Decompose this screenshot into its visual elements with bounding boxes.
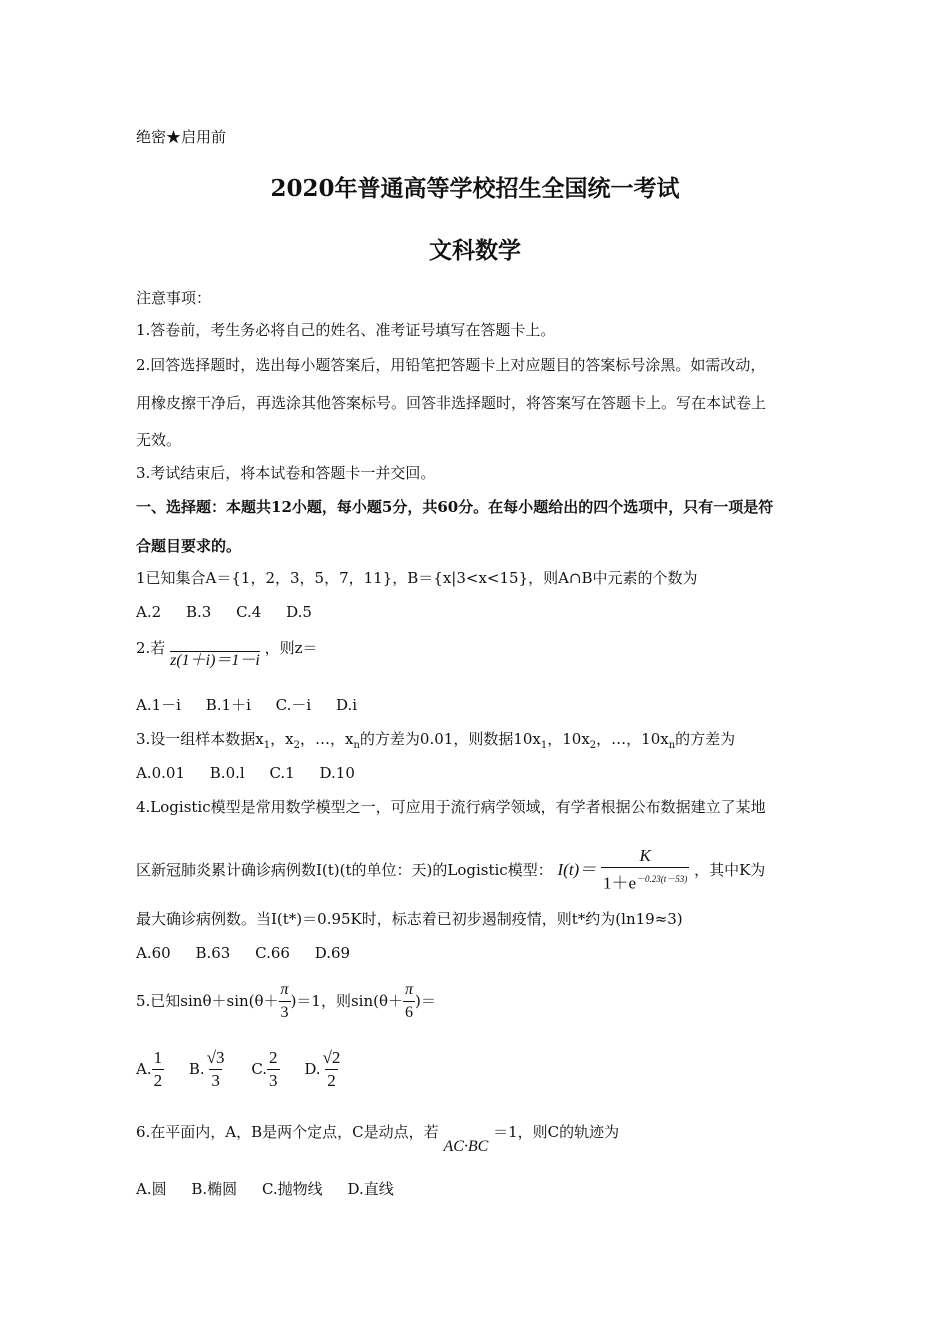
q2-option-d: D.i xyxy=(335,696,358,714)
q6-suffix: ＝1，则C的轨迹为 xyxy=(493,1123,620,1141)
q5-prefix: 5.已知sinθ＋sin(θ＋ xyxy=(136,992,279,1010)
q3-options xyxy=(136,763,375,783)
q6-prefix: 6.在平面内，A，B是两个定点，C是动点，若 xyxy=(136,1123,439,1141)
q3-sub-2: 2 xyxy=(293,740,300,751)
q4-line-2-prefix: 区新冠肺炎累计确诊病例数I(t)(t的单位：天)的Logistic模型： xyxy=(136,860,553,879)
q3-text-e: ，10x xyxy=(547,730,590,748)
q5-frac-2-den: 6 xyxy=(403,1001,415,1024)
section-heading-line-1: 一、选择题：本题共12小题，每小题5分，共60分。在每小题给出的四个选项中，只有一项是符 xyxy=(136,498,774,516)
q3-sub-1b: 1 xyxy=(540,740,548,751)
q5-option-d-num: √2 xyxy=(322,1047,341,1067)
q6-option-d: D.直线 xyxy=(347,1180,394,1198)
q2-option-c: C.－i xyxy=(275,696,312,714)
q3-stem xyxy=(136,729,735,756)
note-2-line-3: 无效。 xyxy=(136,431,182,449)
q5-option-d-den: 2 xyxy=(327,1070,336,1090)
q1-option-d: D.5 xyxy=(286,603,312,621)
note-2-line-1: 2.回答选择题时，选出每小题答案后，用铅笔把答题卡上对应题目的答案标号涂黑。如需改动， xyxy=(136,356,766,374)
q1-option-a: A.2 xyxy=(136,603,162,621)
q4-frac-den-base: 1＋e xyxy=(603,873,637,893)
q5-option-d xyxy=(304,1045,342,1092)
q4-line-2 xyxy=(136,845,765,895)
q4-lhs: I(t)＝ xyxy=(557,859,597,879)
q5-option-c-label: C. xyxy=(251,1060,268,1078)
q4-option-a: A.60 xyxy=(136,944,171,962)
q6-options xyxy=(136,1179,414,1199)
q3-text-b: ，x xyxy=(270,730,294,748)
q5-option-a xyxy=(136,1045,164,1092)
q5-frac-1-num: π xyxy=(280,980,289,998)
q4-frac-num: K xyxy=(639,846,651,865)
q5-frac-2 xyxy=(403,979,415,1024)
q2-prefix: 2.若 xyxy=(136,639,166,657)
q4-option-c: C.66 xyxy=(255,944,290,962)
q3-text-c: ，…，x xyxy=(300,730,354,748)
q4-line-1: 4.Logistic模型是常用数学模型之一，可应用于流行病学领域，有学者根据公布数据建立了某地 xyxy=(136,798,766,816)
q5-suffix: )＝ xyxy=(415,992,436,1010)
q5-options xyxy=(136,1045,362,1092)
q2-stem xyxy=(136,638,318,669)
q5-option-a-label: A. xyxy=(136,1060,152,1078)
q5-option-b-den: 3 xyxy=(211,1070,220,1090)
q6-formula: AC·BC xyxy=(443,1138,489,1155)
q4-fraction xyxy=(601,845,689,895)
q2-options xyxy=(136,695,377,715)
q1-stem: 1已知集合A＝{1，2，3，5，7，11}，B＝{x|3<x<15}，则A∩B中元素的个数为 xyxy=(136,569,698,587)
q5-option-b xyxy=(189,1045,227,1092)
q4-frac-den xyxy=(601,867,689,895)
exam-title: 2020年普通高等学校招生全国统一考试 xyxy=(270,175,680,202)
notes-heading: 注意事项： xyxy=(136,289,212,307)
q5-option-c-num: 2 xyxy=(269,1047,278,1067)
q5-option-a-den: 2 xyxy=(153,1070,163,1090)
q2-suffix: ，则z＝ xyxy=(264,639,318,657)
q3-sub-2b: 2 xyxy=(589,740,597,751)
q5-frac-2-num: π xyxy=(405,980,414,998)
q4-frac-exp: －0.23(t－53) xyxy=(636,874,688,884)
q3-text-d: 的方差为0.01，则数据10x xyxy=(359,730,541,748)
q5-mid: )＝1，则sin(θ＋ xyxy=(290,992,403,1010)
q2-option-b: B.1＋i xyxy=(205,696,251,714)
q5-frac-1 xyxy=(279,979,291,1024)
q3-text-a: 3.设一组样本数据x xyxy=(136,730,264,748)
q5-option-a-num: 1 xyxy=(153,1047,163,1067)
secret-label: 绝密★启用前 xyxy=(136,128,227,146)
q3-option-d: D.10 xyxy=(319,764,355,782)
q6-option-b: B.椭圆 xyxy=(191,1180,238,1198)
q4-option-d: D.69 xyxy=(314,944,351,962)
q5-option-d-label: D. xyxy=(304,1060,321,1078)
section-heading-line-2: 合题目要求的。 xyxy=(136,537,242,555)
q3-sub-1: 1 xyxy=(263,740,271,751)
q5-option-b-label: B. xyxy=(188,1060,205,1078)
q3-option-b: B.0.l xyxy=(209,764,245,782)
q3-text-f: ，…，10x xyxy=(596,730,669,748)
q3-sub-n: n xyxy=(353,740,360,751)
q3-option-a: A.0.01 xyxy=(136,764,185,782)
q1-option-b: B.3 xyxy=(185,603,212,621)
q4-options xyxy=(136,943,370,963)
q3-sub-nb: n xyxy=(668,740,676,751)
q3-text-g: 的方差为 xyxy=(675,730,736,748)
q3-option-c: C.1 xyxy=(269,764,295,782)
q2-formula: z(1＋i)＝1－i xyxy=(170,652,260,669)
q5-option-c xyxy=(251,1045,279,1092)
q6-option-c: C.抛物线 xyxy=(261,1180,323,1198)
note-3: 3.考试结束后，将本试卷和答题卡一并交回。 xyxy=(136,464,436,482)
q1-options xyxy=(136,602,332,622)
q5-option-c-den: 3 xyxy=(269,1070,278,1090)
q4-line-2-suffix: ，其中K为 xyxy=(694,860,766,879)
q4-line-3: 最大确诊病例数。当I(t*)＝0.95K时，标志着已初步遏制疫情，则t*约为(ln19≈3) xyxy=(136,910,683,928)
note-2-line-2: 用橡皮擦干净后，再选涂其他答案标号。回答非选择题时，将答案写在答题卡上。写在本试卷上 xyxy=(136,394,767,412)
q5-frac-1-den: 3 xyxy=(279,1001,291,1024)
q5-option-b-num: √3 xyxy=(206,1047,225,1067)
q6-stem xyxy=(136,1122,620,1155)
q6-option-a: A.圆 xyxy=(136,1180,167,1198)
q2-option-a: A.1－i xyxy=(136,696,181,714)
exam-subtitle: 文科数学 xyxy=(429,237,521,264)
q5-stem xyxy=(136,977,436,1024)
q1-option-c: C.4 xyxy=(236,603,262,621)
note-1: 1.答卷前，考生务必将自己的姓名、准考证号填写在答题卡上。 xyxy=(136,321,556,339)
q4-option-b: B.63 xyxy=(195,944,231,962)
